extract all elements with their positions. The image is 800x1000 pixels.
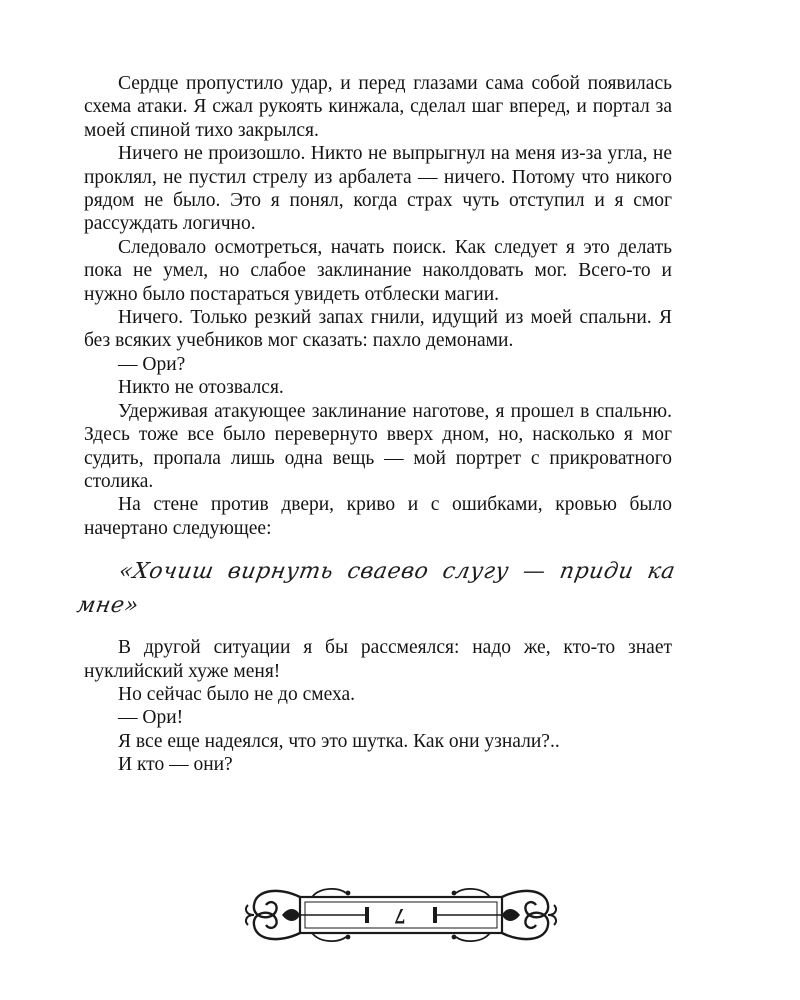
paragraph: Я все еще надеялся, что это шутка. Как они узнали?.. [118,730,560,752]
paragraph: Удерживая атакующее заклинание наготове, я прошел в спальню. Здесь тоже все было перевернуто вверх дном, но, насколько я мог судить, пропала лишь одна вещь — мой портрет с прикроватного столика. [84,400,672,492]
page-text [74,72,678,777]
page-number: 7 [394,904,406,929]
paragraph: Следовало осмотреться, начать поиск. Как следует я это делать пока не умел, но слабое заклинание наколдовать мог. Всего-то и нужно было постараться увидеть отблески магии. [84,236,672,305]
dialogue-line: — Ори? [118,353,186,375]
paragraph: И кто — они? [118,754,233,776]
paragraph: Ничего не произошло. Никто не выпрыгнул на меня из-за угла, не проклял, не пустил стрелу из арбалета — ничего. Потому что никого рядом не было. Это я понял, когда страх чуть отступил и я смог рассуждать логично. [84,143,672,235]
paragraph: Сердце пропустило удар, и перед глазами сама собой появилась схема атаки. Я сжал рукоять кинжала, сделал шаг вперед, и портал за моей спиной тихо закрылся. [84,73,672,141]
paragraph: На стене против двери, криво и с ошибками, кровью было начертано следующее: [84,494,672,539]
paragraph: Но сейчас было не до смеха. [118,683,355,705]
paragraph: В другой ситуации я бы рассмеялся: надо же, кто-то знает нуклийский хуже меня! [84,637,672,682]
paragraph: Никто не отозвался. [118,377,284,399]
dialogue-line: — Ори! [118,707,184,729]
paragraph: Ничего. Только резкий запах гнили, идущий из моей спальни. Я без всяких учебников мог сказать: пахло демонами. [84,307,672,352]
handwritten-inscription: «Хочиш вирнуть сваево слугу — приди ка мне» [74,559,678,619]
